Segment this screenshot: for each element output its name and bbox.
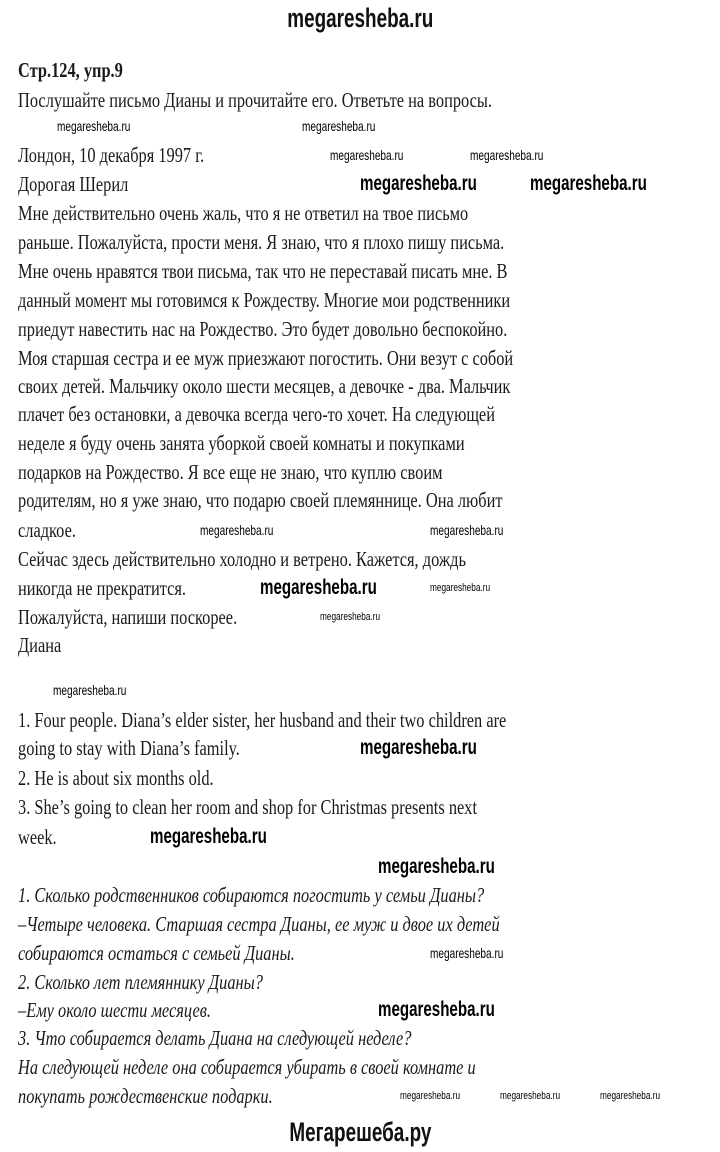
site-footer-text: Мегарешеба.ру [289,1117,431,1147]
letter-line: Пожалуйста, напиши поскорее. [18,605,238,629]
answer-ru-line: собираются остаться с семьей Дианы. [18,941,295,965]
answer-ru-line: покупать рождественские подарки. [18,1084,273,1108]
letter-line: раньше. Пожалуйста, прости меня. Я знаю, что я плохо пишу письма. [18,230,505,254]
letter-greeting: Дорогая Шерил [18,172,129,196]
watermark: megaresheba.ru [260,576,377,599]
letter-line: Мне действительно очень жаль, что я не ответил на твое письмо [18,201,469,225]
watermark: megaresheba.ru [430,582,491,594]
watermark: megaresheba.ru [600,1090,661,1102]
answer-ru-line: –Четыре человека. Старшая сестра Дианы, ее муж и двое их детей [18,912,500,936]
answer-ru-line: –Ему около шести месяцев. [18,998,211,1022]
letter-line: неделе я буду очень занята уборкой своей комнаты и покупками [18,431,465,455]
watermark: megaresheba.ru [378,998,495,1021]
answer-en-line: 1. Four people. Diana’s elder sister, her husband and their two children are [18,708,507,732]
watermark: megaresheba.ru [150,825,267,848]
watermark: megaresheba.ru [530,172,647,195]
watermark: megaresheba.ru [360,172,477,195]
letter-line: подарков на Рождество. Я все еще не знаю, что куплю своим [18,460,443,484]
letter-line: Мне очень нравятся твои письма, так что не переставай писать мне. В [18,259,508,283]
answer-ru-line: На следующей неделе она собирается убирать в своей комнате и [18,1055,476,1079]
site-header [0,3,720,33]
exercise-title: Стр.124, упр.9 [18,58,123,82]
answer-ru-line: 1. Сколько родственников собираются погостить у семьи Дианы? [18,883,485,907]
answer-en-line: week. [18,825,57,849]
watermark: megaresheba.ru [470,147,544,163]
letter-line: плачет без остановки, а девочка всегда чего-то хочет. На следующей [18,402,495,426]
letter-line: своих детей. Мальчику около шести месяцев, а девочке - два. Мальчик [18,374,511,398]
answer-en-line: going to stay with Diana’s family. [18,736,240,760]
watermark: megaresheba.ru [57,118,131,134]
site-footer [0,1117,720,1147]
site-header-text: megaresheba.ru [286,3,434,33]
letter-signature: Диана [18,633,62,657]
watermark: megaresheba.ru [53,682,127,698]
letter-line: сладкое. [18,518,76,542]
instruction: Послушайте письмо Дианы и прочитайте его. Ответьте на вопросы. [18,88,492,112]
watermark: megaresheba.ru [360,736,477,759]
watermark: megaresheba.ru [330,147,404,163]
answer-ru-line: 2. Сколько лет племяннику Дианы? [18,970,263,994]
watermark: megaresheba.ru [200,522,274,538]
watermark: megaresheba.ru [430,522,504,538]
letter-line: никогда не прекратится. [18,576,186,600]
watermark: megaresheba.ru [500,1090,561,1102]
letter-line: родителям, но я уже знаю, что подарю своей племяннице. Она любит [18,488,503,512]
watermark: megaresheba.ru [320,611,381,623]
letter-place-date: Лондон, 10 декабря 1997 г. [18,143,205,167]
letter-line: данный момент мы готовимся к Рождеству. Многие мои родственники [18,288,511,312]
letter-line: Моя старшая сестра и ее муж приезжают погостить. Они везут с собой [18,346,514,370]
watermark: megaresheba.ru [302,118,376,134]
letter-line: Сейчас здесь действительно холодно и ветрено. Кажется, дождь [18,547,466,571]
answer-en-line: 3. She’s going to clean her room and shop for Christmas presents next [18,795,478,819]
watermark: megaresheba.ru [430,945,504,961]
watermark: megaresheba.ru [400,1090,461,1102]
letter-line: приедут навестить нас на Рождество. Это будет довольно беспокойно. [18,317,508,341]
watermark: megaresheba.ru [378,855,495,878]
answer-ru-line: 3. Что собирается делать Диана на следующей неделе? [18,1026,412,1050]
answer-en-line: 2. He is about six months old. [18,766,214,790]
